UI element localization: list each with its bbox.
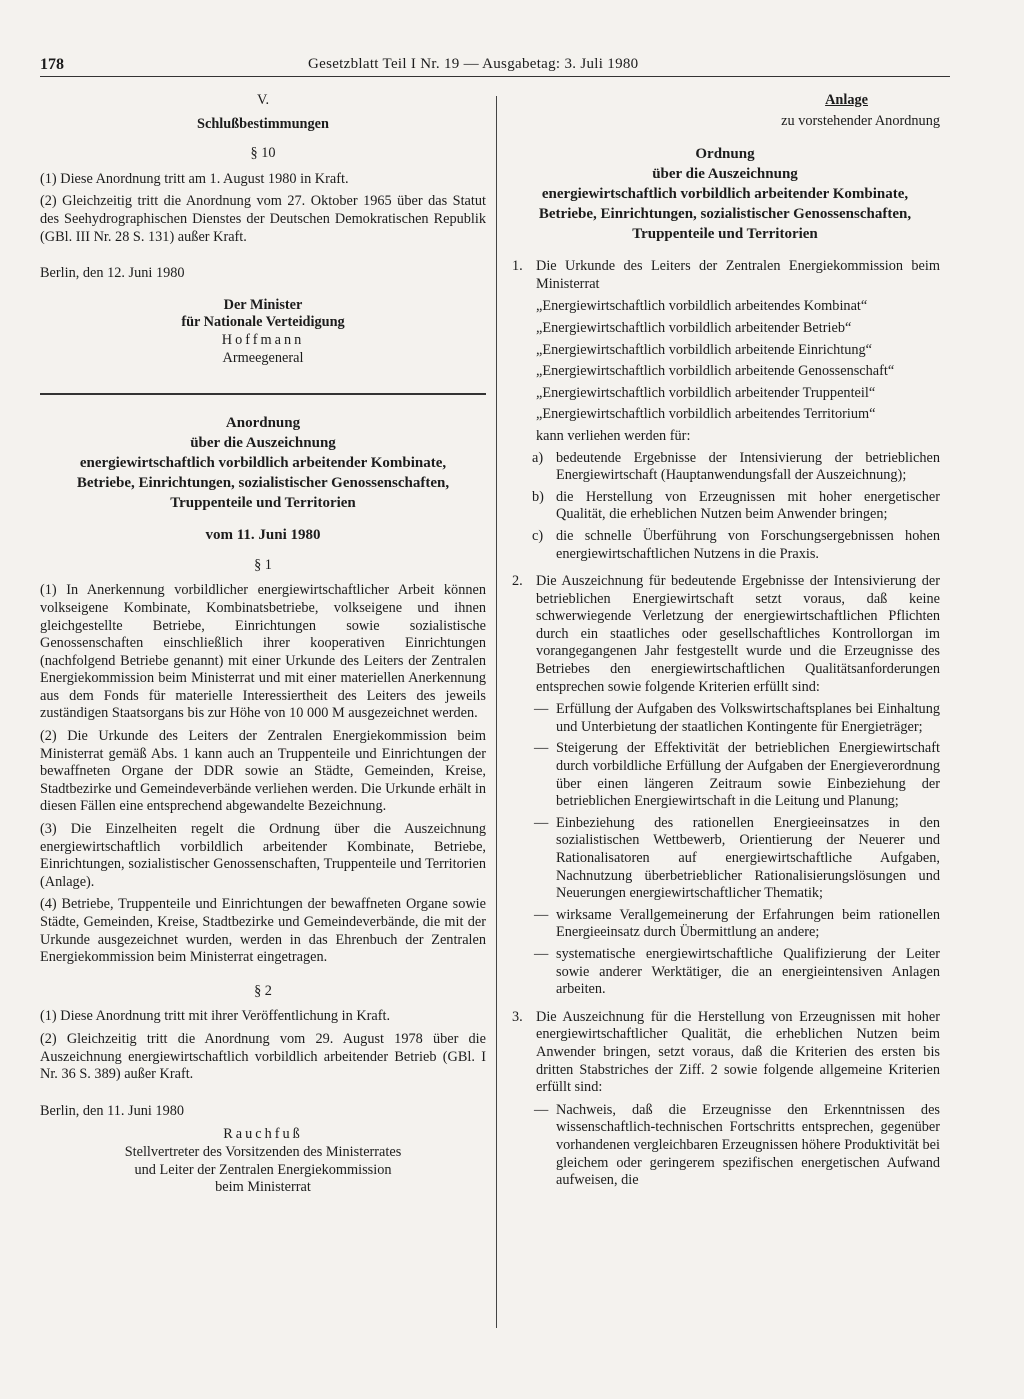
award-name-genossenschaft: „Energiewirtschaftlich vorbildlich arbeitende Genossenschaft“ <box>536 363 895 380</box>
item-3-criterion-1 <box>510 1102 940 1190</box>
section-10-para-2: (2) Gleichzeitig tritt die Anordnung vom 27. Oktober 1965 über das Statut des Seehydrographischen Dienstes der Deutschen Demokratischen Republik (GBl. III Nr. 28 S. 131) außer Kraft. <box>40 193 486 245</box>
item-1a <box>510 450 940 485</box>
item-1a-label: a) <box>532 449 544 466</box>
annex-title: Anlage <box>825 92 868 108</box>
section-separator <box>40 393 486 395</box>
section-1-para-1: (1) In Anerkennung vorbildlicher energiewirtschaftlicher Arbeit können volkseigene Kombinate, Kombinatsbetriebe, volkseigene und ihnen gleichgestellte Betriebe, Einrichtungen sowie sozialistische Genossenschaften einschließlich ihrer kooperativen Einrichtungen (nachfolgend Betriebe genannt) mit einer Urkunde des Leiters der Zentralen Energiekommission beim Ministerrat und mit einer materiellen Anerkennung aus dem Fonds für materielle Interessiertheit des Leiters des jeweils zuständigen Staatsorgans bis zur Höhe von 10 000 M ausgezeichnet werden. <box>40 582 486 722</box>
item-3-text: Die Auszeichnung für die Herstellung von Erzeugnissen mit hoher energiewirtschaftlicher Qualität, die erheblichen Nutzen beim Anwender bringen, setzt voraus, daß die Kriterien des ersten bis dritten Stabstriches der Ziff. 2 sowie folgende allgemeine Kriterien erfüllt sind: <box>536 1008 940 1096</box>
item-3-criterion-1-text: Nachweis, daß die Erzeugnisse den Erkenntnissen des wissenschaftlich-technischen Fortschritts entsprechen, gegenüber vorhandenen vergleichbaren Erzeugnissen höhere Produktivität bei gleichem oder geringerem spezifischen energetischen Aufwand aufweisen, die <box>556 1101 940 1189</box>
item-2 <box>510 573 940 696</box>
signatory-rank-1: Armeegeneral <box>222 349 304 366</box>
item-2-criterion-1-text: Erfüllung der Aufgaben des Volkswirtschaftsplanes bei Einhaltung und Unterbietung der staatlichen Kontingente für Energieträger; <box>556 701 940 735</box>
award-name-einrichtung: „Energiewirtschaftlich vorbildlich arbeitende Einrichtung“ <box>536 341 872 358</box>
award-name-territorium: „Energiewirtschaftlich vorbildlich arbeitendes Territorium“ <box>536 406 876 423</box>
item-2-criterion-3 <box>510 815 940 903</box>
dash-marker: — <box>534 906 549 923</box>
item-2-criterion-1 <box>510 701 940 736</box>
item-1-lead: kann verliehen werden für: <box>536 427 691 444</box>
ordinance-title-line-5: Truppenteile und Territorien <box>170 495 356 512</box>
order-title-line-2: über die Auszeichnung <box>652 166 798 183</box>
dash-marker: — <box>534 740 549 757</box>
chapter-heading: Schlußbestimmungen <box>197 115 329 132</box>
item-1b-label: b) <box>532 488 544 505</box>
signatory-title-3: Stellvertreter des Vorsitzenden des Ministerrates <box>124 1143 402 1160</box>
item-2-criterion-3-text: Einbeziehung des rationellen Energieeinsatzes in den sozialistischen Wettbewerb, Orientierung der Neuerer und Rationalisatoren auf energiewirtschaftliche Aufgaben, Nachnutzung überbetrieblicher Rationalisierungslösungen und Neuerungen energiewirtschaftlicher Thematik; <box>556 814 940 902</box>
dash-marker: — <box>534 1101 549 1118</box>
section-1-heading: § 1 <box>254 556 272 573</box>
ordinance-title-line-1: Anordnung <box>225 415 301 432</box>
page-header <box>40 56 950 77</box>
signatory-title-1: Der Minister <box>223 296 303 313</box>
ordinance-title <box>40 413 486 513</box>
ordinance-title-line-3: energiewirtschaftlich vorbildlich arbeitender Kombinate, <box>79 455 447 472</box>
order-title-line-5: Truppenteile und Territorien <box>632 226 818 243</box>
annex-subtitle: zu vorstehender Anordnung <box>781 112 940 129</box>
item-3-number: 3. <box>512 1008 523 1025</box>
item-1a-text: bedeutende Ergebnisse der Intensivierung der betrieblichen Energiewirtschaft (Hauptanwendungsfall der Auszeichnung); <box>556 449 940 484</box>
signatory-title-5: beim Ministerrat <box>215 1179 311 1196</box>
right-column <box>510 92 940 1194</box>
signature-date-2: Berlin, den 11. Juni 1980 <box>40 1102 185 1119</box>
order-title <box>510 144 940 244</box>
section-10-heading: § 10 <box>250 145 276 162</box>
item-1-text: Die Urkunde des Leiters der Zentralen Energiekommission beim Ministerrat <box>536 258 940 292</box>
signatory-name-1: Hoffmann <box>221 331 305 348</box>
page-number: 178 <box>40 56 64 73</box>
section-1-para-2: (2) Die Urkunde des Leiters der Zentralen Energiekommission beim Ministerrat gemäß Abs. 1 kann auch an Truppenteile und Einrichtungen der bewaffneten Organe der DDR sowie an Städte, Gemeinden, Kreise, Stadtbezirke und Gemeindeverbände verliehen werden. Die Urkunde erhält in diesen Fällen eine entsprechend abgewandelte Bezeichnung. <box>40 728 486 815</box>
dash-marker: — <box>534 945 549 962</box>
item-2-criterion-4 <box>510 907 940 942</box>
item-2-criterion-4-text: wirksame Verallgemeinerung der Erfahrungen beim rationellen Energieeinsatz durch Übermittlung an andere; <box>556 906 940 941</box>
signatory-name-2: Rauchfuß <box>223 1126 303 1143</box>
item-1b <box>510 489 940 524</box>
signatory-title-2: für Nationale Verteidigung <box>181 314 345 331</box>
section-2-para-1: (1) Diese Anordnung tritt mit ihrer Veröffentlichung in Kraft. <box>40 1008 391 1025</box>
signature-date-1: Berlin, den 12. Juni 1980 <box>40 265 185 282</box>
item-1c <box>510 528 940 563</box>
item-2-text: Die Auszeichnung für bedeutende Ergebnisse der Intensivierung der betrieblichen Energiewirtschaft setzt voraus, daß keine schwerwiegende Verletzung der energiewirtschaftlichen Pflichten durch ein staatliches oder gesellschaftliches Kontrollorgan im vorangegangenen Jahr festgestellt wurde und die Erzeugnisse des Betriebes den energiewirtschaftlichen Qualitätsanforderungen entsprechen sowie folgende Kriterien erfüllt sind: <box>536 573 940 695</box>
item-3 <box>510 1009 940 1097</box>
signatory-title-4: und Leiter der Zentralen Energiekommission <box>134 1161 392 1178</box>
dash-marker: — <box>534 814 549 831</box>
chapter-roman: V. <box>256 92 270 108</box>
section-1-para-4: (4) Betriebe, Truppenteile und Einrichtungen der bewaffneten Organe sowie Städte, Gemeinden, Kreise, Stadtbezirke und Gemeindeverbände, die mit der Urkunde ausgezeichnet wurden, werden in das Ehrenbuch der Zentralen Energiekommission beim Ministerrat eingetragen. <box>40 896 486 966</box>
order-title-line-4: Betriebe, Einrichtungen, sozialistischer Genossenschaften, <box>538 206 912 223</box>
gazette-header-title: Gesetzblatt Teil I Nr. 19 — Ausgabetag: 3. Juli 1980 <box>308 56 639 72</box>
award-name-betrieb: „Energiewirtschaftlich vorbildlich arbeitender Betrieb“ <box>536 319 852 336</box>
item-2-criterion-2-text: Steigerung der Effektivität der betrieblichen Energiewirtschaft durch vorbildliche Erfüllung der Aufgaben der Energieverordnung über einen längeren Zeitraum sowie Einbeziehung der betrieblichen Energiewirtschaft in die Leitung und Planung; <box>556 740 940 810</box>
dash-marker: — <box>534 701 549 718</box>
item-1b-text: die Herstellung von Erzeugnissen mit hoher energetischer Qualität, die erheblichen Nutzen beim Anwender bringen; <box>556 488 940 523</box>
item-1c-label: c) <box>532 527 544 544</box>
section-1-para-3: (3) Die Einzelheiten regelt die Ordnung über die Auszeichnung energiewirtschaftlich vorbildlich arbeitender Kombinate, Betriebe, Einrichtungen, sozialistischer Genossenschaften, Truppenteile und Territorien (Anlage). <box>40 821 486 890</box>
award-name-truppenteil: „Energiewirtschaftlich vorbildlich arbeitender Truppenteil“ <box>536 384 876 401</box>
ordinance-date: vom 11. Juni 1980 <box>205 527 321 544</box>
item-2-number: 2. <box>512 573 523 590</box>
item-1c-text: die schnelle Überführung von Forschungsergebnissen hohen energiewirtschaftlichen Nutzens in die Praxis. <box>556 527 940 562</box>
section-2-para-2: (2) Gleichzeitig tritt die Anordnung vom 29. August 1978 über die Auszeichnung energiewirtschaftlich vorbildlich arbeitender Betrieb (GBl. I Nr. 36 S. 389) außer Kraft. <box>40 1030 486 1083</box>
item-2-criterion-5 <box>510 946 940 999</box>
award-name-kombinat: „Energiewirtschaftlich vorbildlich arbeitendes Kombinat“ <box>536 298 868 315</box>
item-1-number: 1. <box>512 258 523 275</box>
section-10-para-1: (1) Diese Anordnung tritt am 1. August 1980 in Kraft. <box>40 170 349 187</box>
section-2-heading: § 2 <box>254 982 272 999</box>
item-2-criterion-2 <box>510 740 940 810</box>
ordinance-title-line-4: Betriebe, Einrichtungen, sozialistischer Genossenschaften, <box>76 475 450 492</box>
item-1 <box>510 258 940 293</box>
left-column <box>40 92 486 1197</box>
column-divider <box>496 96 497 1328</box>
order-title-line-3: energiewirtschaftlich vorbildlich arbeitender Kombinate, <box>541 186 909 203</box>
order-title-line-1: Ordnung <box>695 146 755 163</box>
ordinance-title-line-2: über die Auszeichnung <box>190 435 336 452</box>
item-2-criterion-5-text: systematische energiewirtschaftliche Qualifizierung der Leiter sowie anderer Werktätiger, die an energieintensiven Anlagen arbeiten. <box>556 945 940 998</box>
